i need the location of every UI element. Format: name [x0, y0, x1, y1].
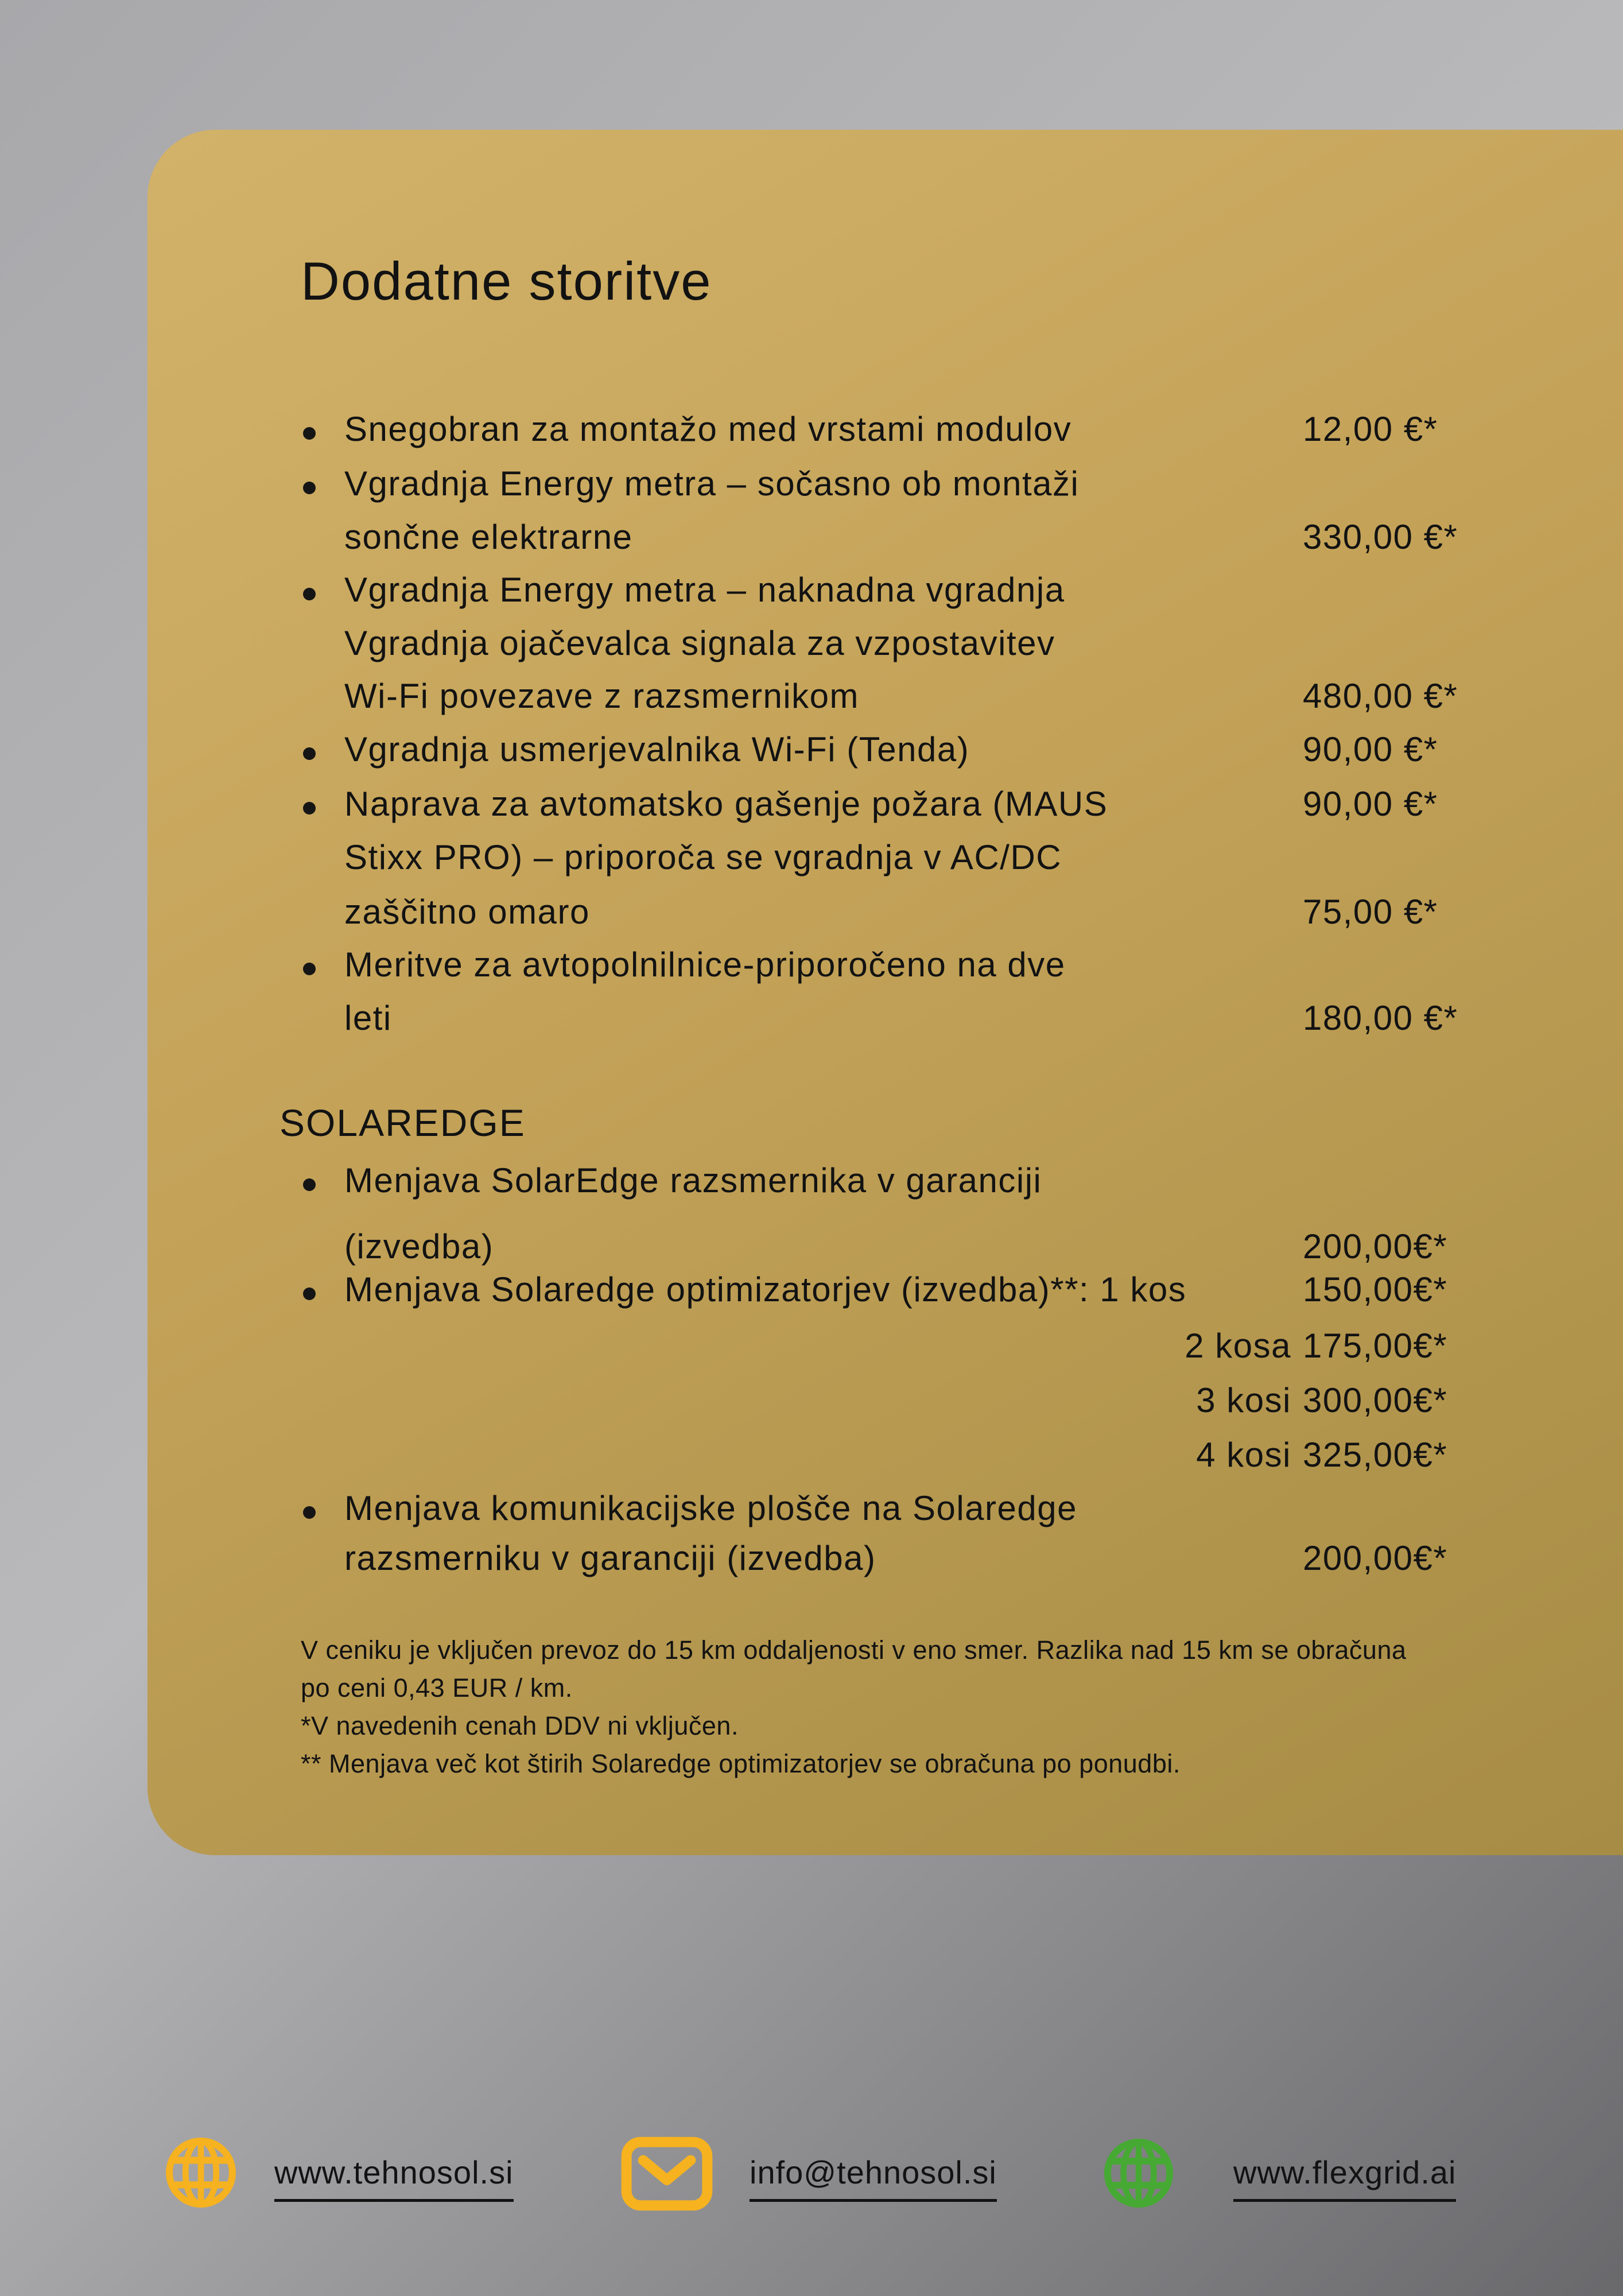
service-price: 200,00€* — [1303, 1539, 1448, 1577]
service-text: zaščitno omaro — [344, 893, 590, 931]
service-price: 75,00 €* — [1303, 893, 1438, 931]
bullet-dot — [303, 1506, 316, 1519]
website-link-flexgrid[interactable]: www.flexgrid.ai — [1233, 2154, 1456, 2202]
service-price: 12,00 €* — [1303, 410, 1438, 448]
bullet-dot — [303, 588, 316, 600]
service-price: 150,00€* — [1303, 1270, 1448, 1309]
solaredge-section-header: SOLAREDGE — [279, 1102, 526, 1144]
service-text: Menjava komunikacijske plošče na Solaredge — [344, 1489, 1078, 1527]
globe-icon — [162, 2134, 239, 2211]
service-text: leti — [344, 999, 392, 1037]
globe-icon — [1101, 2135, 1177, 2211]
service-text: Vgradnja ojačevalca signala za vzpostavitev — [344, 624, 1055, 662]
service-text: Menjava Solaredge optimizatorjev (izvedba)**: 1 kos — [344, 1270, 1187, 1309]
quantity-label: 2 kosa — [1185, 1327, 1291, 1365]
service-text: Naprava za avtomatsko gašenje požara (MAUS — [344, 785, 1108, 823]
service-price: 330,00 €* — [1303, 518, 1458, 556]
service-price: 90,00 €* — [1303, 785, 1438, 823]
envelope-icon — [619, 2134, 715, 2213]
service-text: Wi-Fi povezave z razsmernikom — [344, 677, 860, 715]
service-text: sončne elektrarne — [344, 518, 633, 556]
service-price: 480,00 €* — [1303, 677, 1458, 715]
service-text: Vgradnja usmerjevalnika Wi-Fi (Tenda) — [344, 730, 970, 769]
service-price: 180,00 €* — [1303, 999, 1458, 1037]
quantity-label: 4 kosi — [1196, 1436, 1291, 1474]
email-link[interactable]: info@tehnosol.si — [750, 2154, 997, 2202]
bullet-dot — [303, 747, 316, 760]
service-price: 175,00€* — [1303, 1327, 1448, 1365]
bullet-dot — [303, 802, 316, 815]
bullet-dot — [303, 1287, 316, 1300]
footnote-line: ** Menjava več kot štirih Solaredge optimizatorjev se obračuna po ponudbi. — [301, 1749, 1181, 1778]
service-text: (izvedba) — [344, 1227, 494, 1266]
footnote-line: V ceniku je vključen prevoz do 15 km oddaljenosti v eno smer. Razlika nad 15 km se obračuna — [301, 1635, 1407, 1665]
quantity-label: 3 kosi — [1196, 1381, 1291, 1420]
bullet-dot — [303, 427, 316, 440]
service-price: 200,00€* — [1303, 1227, 1448, 1266]
service-price: 300,00€* — [1303, 1381, 1448, 1420]
service-text: Vgradnja Energy metra – naknadna vgradnja — [344, 571, 1065, 609]
service-text: Menjava SolarEdge razsmernika v garanciji — [344, 1161, 1042, 1200]
service-price: 325,00€* — [1303, 1436, 1448, 1474]
service-text: Meritve za avtopolnilnice-priporočeno na dve — [344, 945, 1066, 984]
footnote-line: *V navedenih cenah DDV ni vključen. — [301, 1711, 739, 1740]
service-text: Vgradnja Energy metra – sočasno ob montaži — [344, 464, 1080, 503]
bullet-dot — [303, 963, 316, 975]
bullet-dot — [303, 482, 316, 494]
service-text: Snegobran za montažo med vrstami modulov — [344, 410, 1072, 448]
price-card — [147, 130, 1623, 1855]
service-text: razsmerniku v garanciji (izvedba) — [344, 1539, 876, 1577]
page-title: Dodatne storitve — [301, 251, 712, 311]
website-link-tehnosol[interactable]: www.tehnosol.si — [274, 2154, 514, 2202]
service-text: Stixx PRO) – priporoča se vgradnja v AC/DC — [344, 838, 1062, 876]
footnote-line: po ceni 0,43 EUR / km. — [301, 1673, 573, 1702]
service-price: 90,00 €* — [1303, 730, 1438, 769]
bullet-dot — [303, 1178, 316, 1191]
